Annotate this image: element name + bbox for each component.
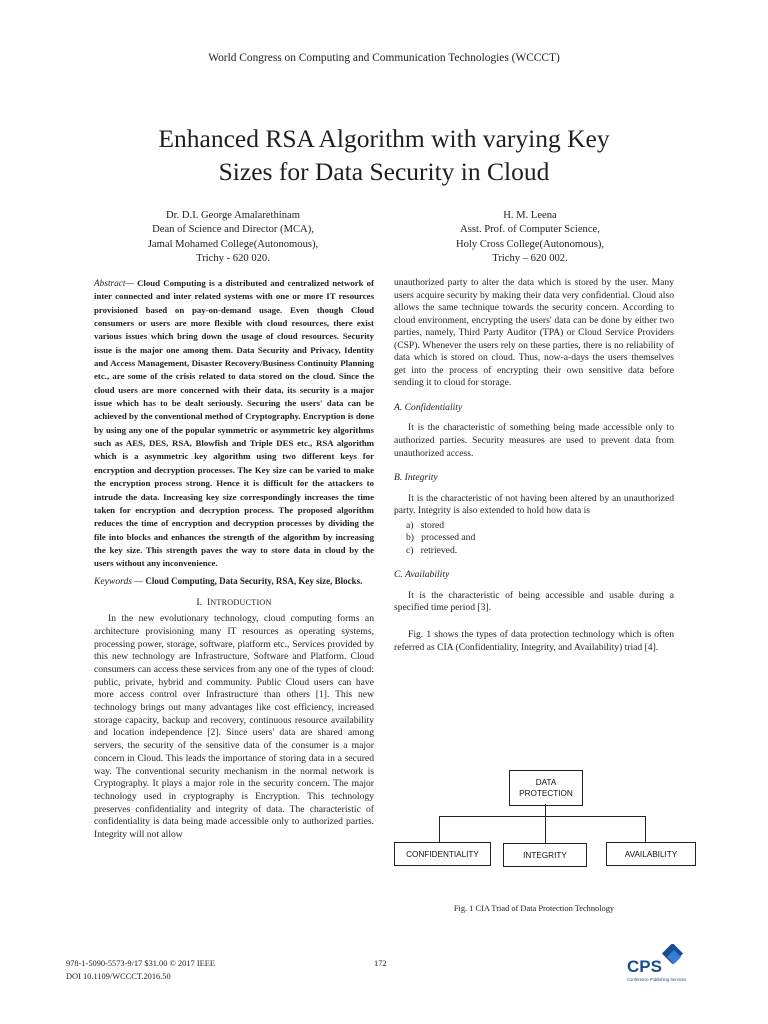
intro-text: In the new evolutionary technology, cloud computing forms an architecture provisioning many IT resources as operating systems, processing power, storage, software, platform etc., Services provided by this new technology are Infrastructure, Software and Platform. Cloud consumers can access these services from any one of the types of cloud: public, private, hybrid and community. Public Cloud users can have more access control over Infrastructure than others [1]. This new technology brings out many advantages like cost efficiency, increased storage capacity, backup and recovery, continuous resource availability and location independence [2]. Since users' data are shared among servers, the security of the sensitive data of the consumer is a major concern in Cloud. This leads the importance of storing data in a secured way. The conventional security mechanism in the normal network is Cryptography. It plays a major role in the security concern. The major technology used in cryptography is Encryption. This technology preserves confidentiality and integrity of data. The characteristic of confidentiality is data being made accessible only to authorized parties. Integrity will not allow [94,613,374,841]
author-name: H. M. Leena [503,210,557,221]
data-protection-node [509,770,583,806]
logo-text: CPS [627,957,662,976]
connector-vertical-root [545,804,546,816]
section-confidentiality-text: It is the characteristic of something being made accessible only to authorized parties. Security measures are used to prevent data from unauthorized access. [394,422,674,459]
page-number: 172 [374,959,387,968]
section-availability-heading: C. Availability [394,569,450,581]
connector-left [439,816,440,844]
author-2 [430,209,630,266]
connector-horizontal [439,816,645,817]
author-affiliation: Dean of Science and Director (MCA), [152,224,314,236]
intro-continued: unauthorized party to alter the data which is stored by the user. Many users acquire security by making their data very confidential. Cloud also allows the same technique towards the security concern. According to cloud environment, encrypting the users' data can be done by either two parties, namely, Third Party Auditor (TPA) or Cloud Service Providers (CSP). Whenever the users rely on these parties, there is no reliability of data which is stored on cloud. Thus, now-a-days the users themselves get into the process of encrypting their own sensitive data before sending it to cloud for storage. [394,277,674,389]
figure-caption: Fig. 1 CIA Triad of Data Protection Technology [453,904,615,913]
author-institution: Holy Cross College(Autonomous), [455,238,604,250]
abstract-text: Cloud Computing is a distributed and centralized network of inter connected and inter related systems with one or more IT resources provisioned based on pay-on-demand usage. Even though Cloud consumers or users are more flexible with cloud resources, there exist various issues which bring down the usage of cloud resources. Security issue is the major one among them. Data Security and Privacy, Identity and Access Management, Disaster Recovery/Business Continuity Planning etc., are some of the crisis related to data stored on the cloud. Since the cloud users are more concerned with their data, its security is a major issue which has to be dealt seriously. Securing the users' data can be achieved by the conventional method of Cryptography. Encryption is done by using any one of the popular symmetric or asymmetric key algorithms such as AES, DES, RSA, Blowfish and Triple DES etc., RSA algorithm which is a asymmetric key algorithm using two different keys for encryption and decryption processes. The Key size can be varied to make the encryption process strong. Hence it is difficult for the attackers to intrude the data. Increasing key size correspondingly increases the time taken for encryption and decryption process. The proposed algorithm reduces the time of encryption and decryption processes by dividing the file into blocks and enhances the strength of the algorithm by increasing the key size. This strength paves the way to store data in cloud by the users without any inconvenience. [94,278,374,569]
keywords-label-text: Keywords — [94,575,143,587]
section-integrity-text: It is the characteristic of not having been altered by an unauthorized party. Integrity is also extended to hold how data is [394,492,674,517]
list-item: a) stored [406,519,445,531]
cps-logo [625,944,687,988]
title-line-2: Sizes for Data Security in Cloud [218,157,550,186]
intro-number: I. [196,596,203,608]
list-item: c) retrieved. [406,544,458,556]
logo-subtext: Conference Publishing Services [627,977,687,982]
left-column [94,277,374,842]
section-availability-text: It is the characteristic of being accessible and usable during a specified time period [3]. [394,589,674,614]
conference-header: World Congress on Computing and Communication Technologies (WCCCT) [208,52,560,64]
paper-title [84,122,684,188]
right-column [394,277,674,654]
cia-diagram [394,770,694,870]
integrity-list [394,520,674,558]
availability-node: AVAILABILITY [606,842,696,866]
intro-heading [94,597,374,610]
connector-middle [545,816,546,844]
author-name: Dr. D.I. George Amalarethinam [166,210,300,221]
intro-heading-first: I [207,596,211,608]
section-confidentiality-heading: A. Confidentiality [394,401,463,413]
author-institution: Jamal Mohamed College(Autonomous), [147,238,319,250]
section-integrity-heading: B. Integrity [394,472,438,484]
keywords [94,574,374,589]
logo-diamond-icon [662,944,683,964]
keywords-text: Cloud Computing, Data Security, RSA, Key size, Blocks. [145,575,363,586]
footer-doi: DOI 10.1109/WCCCT.2016.50 [66,972,171,981]
data-protection-line-1: DATA [535,778,557,787]
abstract-label: Abstract— [94,279,134,289]
list-item: b) processed and [406,532,476,544]
intro-heading-rest: NTRODUCTION [210,597,272,607]
author-affiliation: Asst. Prof. of Computer Science, [460,224,600,236]
author-location: Trichy – 620 002. [492,252,568,264]
connector-right [645,816,646,844]
author-location: Trichy - 620 020. [196,252,270,264]
author-1 [128,209,338,266]
confidentiality-node: CONFIDENTIALITY [394,842,491,866]
figure-reference-text: Fig. 1 shows the types of data protection technology which is often referred as CIA (Confidentiality, Integrity, and Availability) triad [4]. [394,629,674,653]
data-protection-line-2: PROTECTION [519,789,573,798]
abstract [94,277,374,571]
integrity-node: INTEGRITY [503,843,587,867]
cps-logo-graphic [625,944,687,988]
footer-isbn: 978-1-5090-5573-9/17 $31.00 © 2017 IEEE [66,959,215,968]
title-line-1: Enhanced RSA Algorithm with varying Key [158,124,610,153]
